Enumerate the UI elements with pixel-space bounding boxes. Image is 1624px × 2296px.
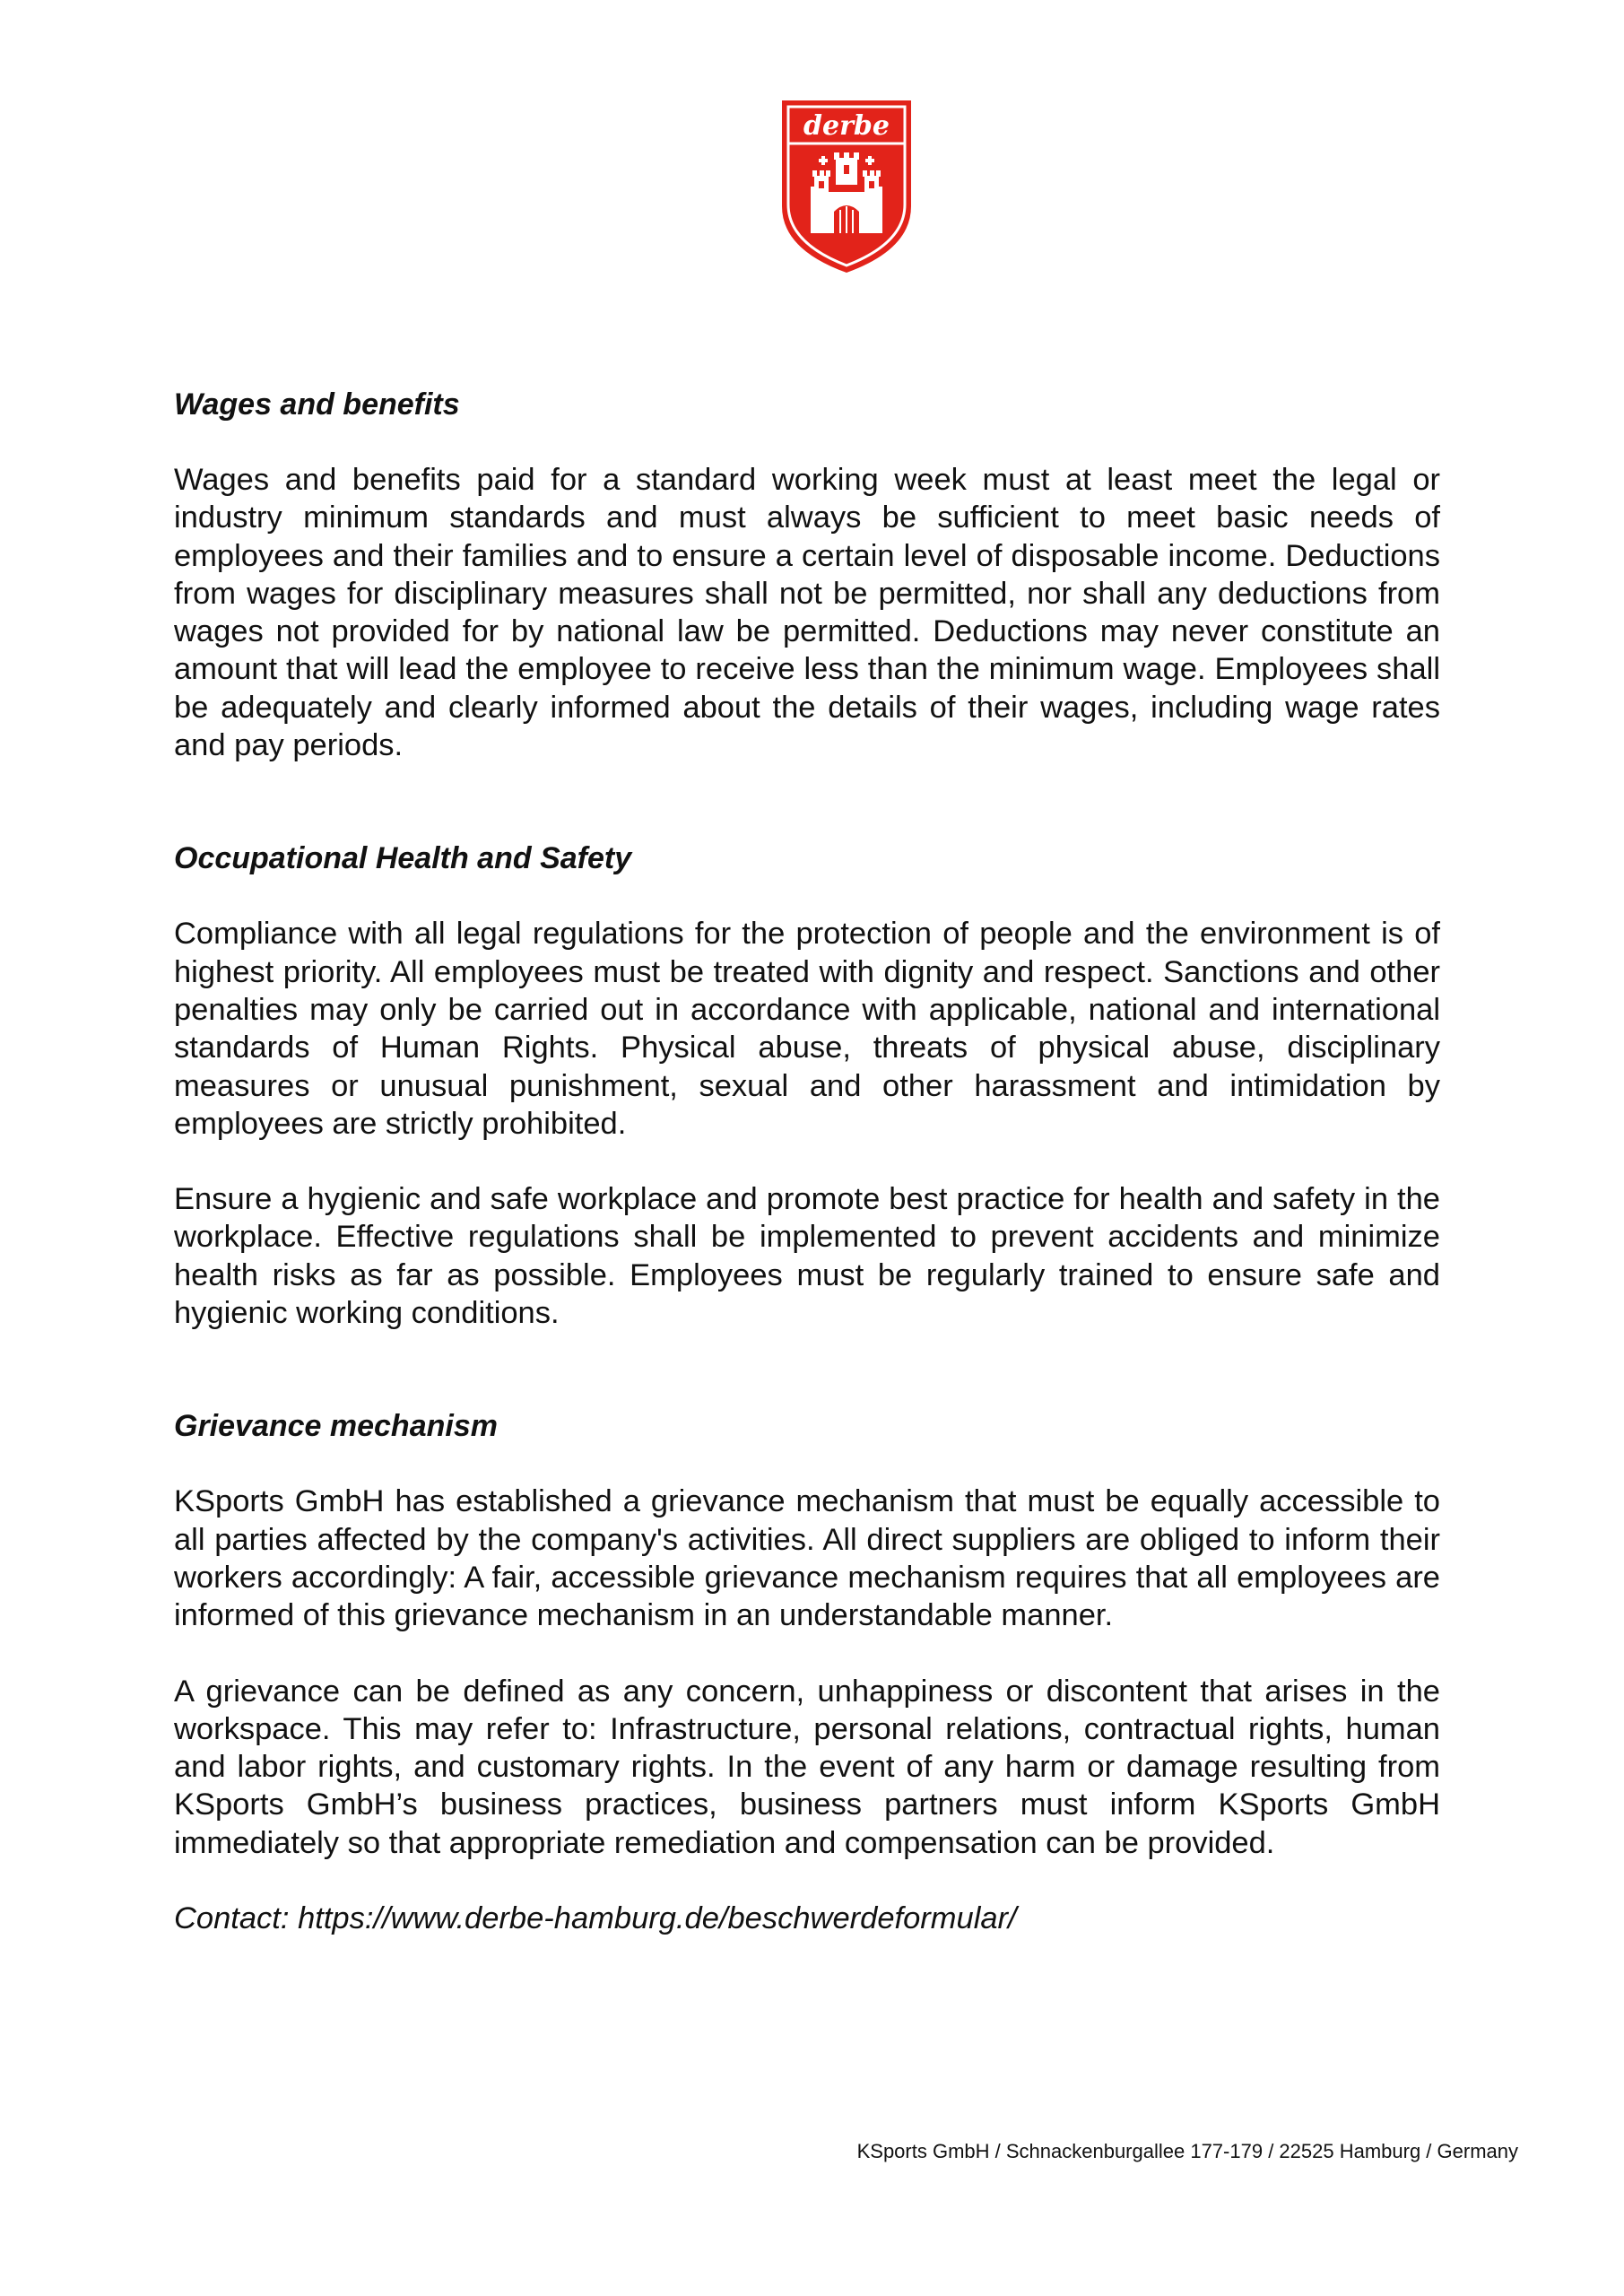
footer-address: KSports GmbH / Schnackenburgallee 177-179 / 22525 Hamburg / Germany xyxy=(856,2140,1518,2162)
paragraph-wages: Wages and benefits paid for a standard working week must at least meet the legal or industry minimum standards and must always be sufficient to meet basic needs of employees and their families and to ensure a certain level of disposable income. Deductions from wages for disciplinary measures shall not be permitted, nor shall any deductions from wages not provided for by national law be permitted. Deductions may never constitute an amount that will lead the employee to receive less than the minimum wage. Employees shall be adequately and clearly informed about the details of their wages, including wage rates and pay periods. xyxy=(174,463,1440,763)
contact-link[interactable]: Contact: https://www.derbe-hamburg.de/beschwerdeformular/ xyxy=(174,1901,1017,1936)
logo-wordmark: derbe xyxy=(803,110,890,142)
section-heading-wages: Wages and benefits xyxy=(174,387,460,422)
section-heading-grievance: Grievance mechanism xyxy=(174,1409,498,1444)
paragraph-health-safety-2: Ensure a hygienic and safe workplace and promote best practice for health and safety in the workplace. Effective regulations shall be implemented to prevent accidents and minimize health risks as far as possible. Employees must be regularly trained to ensure safe and hygienic working conditions. xyxy=(174,1182,1440,1331)
paragraph-health-safety-1: Compliance with all legal regulations for the protection of people and the environment is of highest priority. All employees must be treated with dignity and respect. Sanctions and other penalties may only be carried out in accordance with applicable, national and international standards of Human Rights. Physical abuse, threats of physical abuse, disciplinary measures or unusual punishment, sexual and other harassment and intimidation by employees are strictly prohibited. xyxy=(174,917,1440,1141)
section-heading-health-safety: Occupational Health and Safety xyxy=(174,841,632,876)
derbe-logo xyxy=(780,99,913,274)
document-body xyxy=(174,386,1440,1937)
paragraph-grievance-1: KSports GmbH has established a grievance mechanism that must be equally accessible to all parties affected by the company's activities. All direct suppliers are obliged to inform their workers accordingly: A fair, accessible grievance mechanism requires that all employees are informed of this grievance mechanism in an understandable manner. xyxy=(174,1484,1440,1633)
paragraph-grievance-2: A grievance can be defined as any concern, unhappiness or discontent that arises in the workspace. This may refer to: Infrastructure, personal relations, contractual rights, human and labor rights, and customary rights. In the event of any harm or damage resulting from KSports GmbH’s business practices, business partners must inform KSports GmbH immediately so that appropriate remediation and compensation can be provided. xyxy=(174,1674,1440,1860)
